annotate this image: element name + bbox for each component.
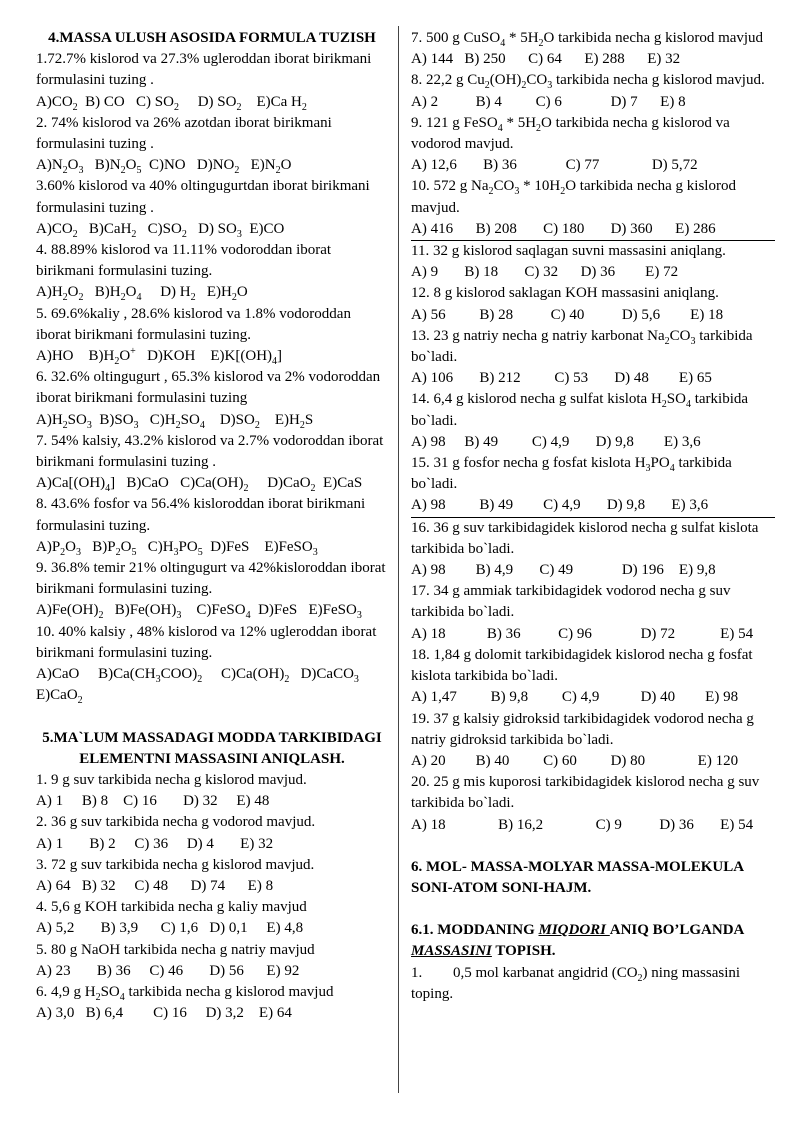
- text-run: A) 9 B) 18 C) 32 D) 36 E) 72: [411, 264, 679, 281]
- question-text: [411, 389, 775, 431]
- text-run: 9. 121 g FeSO: [411, 114, 498, 131]
- subscript: 3: [514, 186, 520, 198]
- answer-options: [411, 624, 775, 645]
- text-run: ) ning massasini toping.: [411, 964, 741, 1002]
- answer-options: [411, 815, 775, 836]
- text-run: O: [120, 538, 132, 555]
- text-run: tarkibida bo`ladi.: [411, 327, 753, 366]
- answer-options: [36, 876, 388, 897]
- text-run: O: [236, 284, 248, 301]
- last-question-text: [411, 965, 740, 1002]
- text-run: A) 20 B) 40 C) 60 D) 80 E) 120: [411, 752, 739, 769]
- question-text: [411, 113, 775, 155]
- text-run: A) 1 B) 8 C) 16 D) 32 E) 48: [36, 793, 270, 810]
- text-run: B)H: [83, 284, 121, 301]
- subscript: 3: [78, 165, 84, 177]
- text-run: E)H: [195, 284, 232, 301]
- subscript: 2: [488, 186, 494, 198]
- subscript: 3: [176, 610, 182, 622]
- subscript: 4: [136, 292, 142, 304]
- section-6-1-underline-1: MIQDORI: [538, 922, 610, 939]
- question-text: 18. 1,84 g dolomit tarkibidagidek kislorod necha g fosfat kislota tarkibida bo`ladi.: [411, 646, 753, 685]
- text-run: E)CO: [241, 220, 285, 237]
- text-run: * 10H: [519, 178, 561, 195]
- question-text: [411, 453, 775, 495]
- answer-options: [36, 219, 388, 240]
- text-run: 13. 23 g natriy necha g natriy karbonat Na: [411, 327, 665, 344]
- question-text: [411, 28, 775, 49]
- subscript: 3: [155, 674, 161, 686]
- answer-options: [411, 368, 775, 389]
- text-run: D)KOH E)K[(OH): [135, 348, 273, 365]
- text-run: PO: [650, 455, 670, 472]
- text-run: O: [125, 284, 137, 301]
- subscript: 2: [62, 165, 68, 177]
- section-4-title: 4.MASSA ULUSH ASOSIDA FORMULA TUZISH: [48, 30, 376, 46]
- text-run: 10. 572 g Na: [411, 178, 489, 195]
- subscript: 3: [133, 419, 139, 431]
- text-run: CO: [493, 178, 515, 195]
- subscript: 3: [76, 546, 82, 558]
- subscript: 2: [77, 695, 83, 707]
- last-question-number: 1.: [411, 964, 423, 981]
- text-run: CO: [526, 72, 548, 89]
- text-run: C)FeSO: [181, 602, 246, 619]
- text-run: O: [280, 157, 292, 174]
- answer-options: [411, 687, 775, 708]
- text-run: B)SO: [91, 411, 134, 428]
- subscript: 2: [661, 399, 667, 411]
- answer-options: [36, 1003, 388, 1024]
- subscript: 2: [243, 483, 249, 495]
- text-run: A) 3,0 B) 6,4 C) 16 D) 3,2 E) 64: [36, 1005, 292, 1022]
- answer-options-continued: [36, 685, 388, 706]
- subscript: 4: [105, 483, 111, 495]
- text-run: 14. 6,4 g kislorod necha g sulfat kislota H: [411, 391, 662, 408]
- answer-options: [411, 155, 775, 176]
- text-run: A) 18 B) 36 C) 96 D) 72 E) 54: [411, 625, 754, 642]
- text-run: O: [67, 284, 79, 301]
- subscript: 4: [669, 463, 675, 475]
- question-text: [411, 70, 775, 91]
- left-column: [36, 28, 388, 1024]
- subscript: 2: [62, 292, 68, 304]
- subscript: 4: [272, 356, 278, 368]
- subscript: 5: [197, 546, 203, 558]
- subscript: 2: [538, 38, 544, 49]
- text-run: E)N: [239, 157, 276, 174]
- subscript: 2: [115, 546, 121, 558]
- text-run: A) 106 B) 212 C) 53 D) 48 E) 65: [411, 370, 712, 387]
- question-text: [411, 326, 775, 368]
- question-text: 8. 43.6% fosfor va 56.4% kisloroddan iborat birikmani formulasini tuzing.: [36, 496, 366, 534]
- questions-11-15: [411, 241, 775, 518]
- text-run: tarkibida bo`ladi.: [411, 455, 732, 493]
- text-run: SO: [67, 411, 87, 428]
- answer-options: [411, 219, 775, 241]
- questions-7-10: [411, 28, 775, 241]
- question-text: 6. 32.6% oltingugurt , 65.3% kislorod va 2% vodoroddan iborat birikmani formulasini tuzing: [36, 369, 381, 407]
- text-run: E)Ca H: [241, 93, 302, 110]
- question-text: 19. 37 g kalsiy gidroksid tarkibidagidek vodorod necha g natriy gidroksid tarkibida bo`ladi.: [411, 710, 754, 748]
- subscript: 2: [254, 419, 260, 431]
- subscript: 3: [645, 463, 651, 475]
- subscript: 2: [131, 228, 137, 240]
- section-5-title: 5.MA`LUM MASSADAGI MODDA TARKIBIDAGI ELEMENTNI MASSASINI ANIQLASH.: [42, 729, 382, 767]
- subscript: 2: [175, 419, 181, 431]
- column-divider: [398, 26, 399, 1093]
- text-run: 8. 22,2 g Cu: [411, 72, 485, 89]
- text-run: O tarkibida necha g kislorod va vodorod mavjud.: [411, 114, 730, 153]
- text-run: C)H: [138, 411, 176, 428]
- subscript: 4: [685, 399, 691, 411]
- text-run: D) SO: [178, 93, 237, 110]
- text-run: * 5H: [505, 30, 539, 46]
- text-run: O: [125, 157, 137, 174]
- answer-options: [36, 346, 388, 367]
- text-run: O tarkibida necha g kislorod mavjud.: [411, 178, 736, 216]
- subscript: 3: [86, 419, 92, 431]
- text-run: C)NO D)NO: [141, 157, 235, 174]
- subscript: 2: [299, 419, 305, 431]
- subscript: 4: [500, 38, 506, 49]
- question-text: 16. 36 g suv tarkibidagidek kislorod necha g sulfat kislota tarkibida bo`ladi.: [411, 519, 759, 557]
- text-run: C)H: [136, 538, 174, 555]
- question-text: 7. 54% kalsiy, 43.2% kislorod va 2.7% vodoroddan iborat birikmani formulasini tuzing .: [36, 432, 384, 471]
- answer-options: [36, 918, 388, 939]
- text-run: E)CaO: [36, 687, 78, 704]
- subscript: 2: [197, 674, 203, 686]
- text-run: B)N: [83, 157, 121, 174]
- question-text: [36, 982, 388, 1003]
- answer-options: [36, 92, 388, 113]
- text-run: A)H: [36, 411, 63, 428]
- text-run: A) 64 B) 32 C) 48 D) 74 E) 8: [36, 877, 274, 894]
- answer-options: [36, 410, 388, 431]
- answer-options: [36, 473, 388, 494]
- text-run: A) 2 B) 4 C) 6 D) 7 E) 8: [411, 93, 686, 110]
- subscript: 2: [95, 991, 101, 1003]
- right-column: [411, 28, 775, 1005]
- text-run: A)CaO B)Ca(CH: [36, 666, 156, 683]
- text-run: 15. 31 g fosfor necha g fosfat kislota H: [411, 455, 646, 472]
- question-text: 20. 25 g mis kuporosi tarkibidagidek kislorod necha g suv tarkibida bo`ladi.: [411, 774, 760, 812]
- subscript: 2: [173, 101, 179, 113]
- text-run: D)CaO: [248, 475, 311, 492]
- question-text: 2. 36 g suv tarkibida necha g vodorod mavjud.: [36, 814, 316, 831]
- section-6-1-mid: ANIQ BO’LGANDA: [609, 922, 744, 939]
- subscript: 3: [312, 546, 318, 558]
- text-run: A) 98 B) 49 C) 4,9 D) 9,8 E) 3,6: [411, 497, 709, 514]
- questions-16-20: [411, 518, 775, 836]
- text-run: COO): [160, 666, 198, 683]
- answer-options: [411, 495, 775, 517]
- section-6-title: 6. MOL- MASSA-MOLYAR MASSA-MOLEKULA SONI-ATOM SONI-HAJM.: [411, 858, 744, 896]
- superscript: +: [130, 346, 136, 358]
- text-run: O: [119, 348, 131, 365]
- text-run: A) 1 B) 2 C) 36 D) 4 E) 32: [36, 835, 274, 852]
- text-run: 6. 4,9 g H: [36, 983, 96, 1000]
- text-run: O tarkibida necha g kislorod mavjud: [543, 30, 764, 46]
- subscript: 3: [353, 674, 359, 686]
- text-run: * 5H: [502, 114, 537, 131]
- answer-options: [36, 834, 388, 855]
- subscript: 2: [62, 419, 68, 431]
- text-run: A) 98 B) 4,9 C) 49 D) 196 E) 9,8: [411, 562, 716, 579]
- text-run: B)P: [81, 538, 116, 555]
- last-question: [411, 963, 775, 1005]
- text-run: D)FeS E)FeSO: [250, 602, 357, 619]
- text-run: A) 18 B) 16,2 C) 9 D) 36 E) 54: [411, 816, 754, 833]
- question-text: 1. 9 g suv tarkibida necha g kislorod mavjud.: [36, 771, 307, 788]
- text-run: 7. 500 g CuSO: [411, 30, 501, 46]
- subscript: 3: [173, 546, 179, 558]
- text-run: 0,5 mol karbanat angidrid (CO: [453, 964, 638, 981]
- subscript: 2: [560, 186, 566, 198]
- section-6-1-title: [411, 920, 775, 962]
- question-text: 17. 34 g ammiak tarkibidagidek vodorod necha g suv tarkibida bo`ladi.: [411, 583, 731, 621]
- text-run: O: [67, 157, 79, 174]
- text-run: A) 56 B) 28 C) 40 D) 5,6 E) 18: [411, 306, 724, 323]
- text-run: A)P: [36, 538, 61, 555]
- subscript: 2: [234, 165, 240, 177]
- question-text: 3. 72 g suv tarkibida necha g kislorod mavjud.: [36, 856, 315, 873]
- text-run: ]: [277, 348, 283, 365]
- subscript: 5: [136, 165, 142, 177]
- section-5-items: [36, 770, 388, 1024]
- answer-options: [411, 305, 775, 326]
- subscript: 2: [301, 101, 307, 113]
- text-run: A) 1,47 B) 9,8 C) 4,9 D) 40 E) 98: [411, 689, 739, 706]
- text-run: A) 416 B) 208 C) 180 D) 360 E) 286: [411, 220, 716, 237]
- subscript: 2: [310, 483, 316, 495]
- subscript: 2: [181, 228, 187, 240]
- subscript: 2: [521, 80, 527, 92]
- text-run: tarkibida bo`ladi.: [411, 391, 749, 429]
- text-run: D) SO: [186, 220, 237, 237]
- question-text: 5. 69.6%kaliy , 28.6% kislorod va 1.8% vodoroddan iborat birikmani formulasini tuzing.: [36, 305, 351, 343]
- subscript: 2: [664, 335, 670, 347]
- answer-options: [36, 961, 388, 982]
- text-run: A)H: [36, 284, 63, 301]
- text-run: B)Fe(OH): [103, 602, 177, 619]
- section-6-1-underline-2: MASSASINI: [411, 943, 492, 960]
- subscript: 5: [131, 546, 137, 558]
- text-run: A)HO B)H: [36, 348, 115, 365]
- text-run: B) CO C) SO: [77, 93, 174, 110]
- text-run: ] B)CaO C)Ca(OH): [110, 475, 244, 492]
- text-run: E)H: [259, 411, 300, 428]
- text-run: A) 12,6 B) 36 C) 77 D) 5,72: [411, 157, 698, 174]
- text-run: D)CaCO: [289, 666, 354, 683]
- answer-options: [36, 155, 388, 176]
- section-6-1-pre: 6.1. MODDANING: [411, 922, 539, 939]
- answer-options: [36, 282, 388, 303]
- text-run: SO: [666, 391, 686, 408]
- question-text: 2. 74% kislorod va 26% azotdan iborat birikmani formulasini tuzing .: [36, 114, 332, 153]
- subscript: 2: [98, 610, 104, 622]
- text-run: SO: [100, 983, 120, 1000]
- text-run: A) 98 B) 49 C) 4,9 D) 9,8 E) 3,6: [411, 433, 701, 450]
- question-text: 3.60% kislorod va 40% oltingugurtdan iborat birikmani formulasini tuzing .: [36, 178, 370, 216]
- answer-options: [36, 537, 388, 558]
- text-run: D) H: [141, 284, 191, 301]
- text-run: D)SO: [204, 411, 255, 428]
- subscript: 2: [275, 165, 281, 177]
- text-run: E)CaS: [315, 475, 363, 492]
- subscript: 2: [236, 101, 242, 113]
- question-text: 9. 36.8% temir 21% oltingugurt va 42%kisloroddan iborat birikmani formulasini tuzing.: [36, 560, 386, 598]
- subscript: 3: [690, 335, 696, 347]
- text-run: A)Ca[(OH): [36, 475, 106, 492]
- text-run: D)FeS E)FeSO: [202, 538, 313, 555]
- subscript: 4: [199, 419, 205, 431]
- subscript: 2: [190, 292, 196, 304]
- subscript: 4: [245, 610, 251, 622]
- text-run: (OH): [489, 72, 522, 89]
- question-text: 12. 8 g kislorod saklagan KOH massasini aniqlang.: [411, 285, 719, 302]
- question-text: 4. 88.89% kislorod va 11.11% vodoroddan iborat birikmani formulasini tuzing.: [36, 242, 332, 280]
- question-text: 1.72.7% kislorod va 27.3% ugleroddan iborat birikmani formulasini tuzing .: [36, 51, 372, 89]
- subscript: 2: [114, 356, 120, 368]
- answer-options: [411, 560, 775, 581]
- subscript: 4: [497, 122, 503, 134]
- text-run: A) 23 B) 36 C) 46 D) 56 E) 92: [36, 962, 300, 979]
- text-run: PO: [178, 538, 198, 555]
- question-text: 11. 32 g kislorod saqlagan suvni massasini aniqlang.: [411, 243, 726, 260]
- text-run: A)N: [36, 157, 63, 174]
- text-run: A) 144 B) 250 C) 64 E) 288 E) 32: [411, 51, 681, 68]
- subscript: 2: [231, 292, 237, 304]
- subscript: 2: [284, 674, 290, 686]
- text-run: tarkibida necha g kislorod mavjud: [124, 983, 334, 1000]
- text-run: CO: [669, 327, 691, 344]
- question-text: [411, 176, 775, 218]
- answer-options: [411, 262, 775, 283]
- question-text: 4. 5,6 g KOH tarkibida necha g kaliy mavjud: [36, 899, 307, 916]
- text-run: C)SO: [136, 220, 182, 237]
- subscript: 2: [120, 165, 126, 177]
- answer-options: [411, 751, 775, 772]
- subscript: 3: [547, 80, 553, 92]
- subscript: 2: [60, 546, 66, 558]
- text-run: A)CO: [36, 93, 73, 110]
- text-run: C)Ca(OH): [202, 666, 285, 683]
- section-4-items: [36, 49, 388, 706]
- subscript: 2: [484, 80, 490, 92]
- answer-options: [36, 791, 388, 812]
- answer-options: [411, 49, 775, 70]
- subscript: 2: [536, 122, 542, 134]
- text-run: SO: [180, 411, 200, 428]
- text-run: tarkibida necha g kislorod mavjud.: [552, 72, 765, 89]
- subscript: 2: [78, 292, 84, 304]
- text-run: O: [65, 538, 77, 555]
- answer-options: [36, 664, 388, 685]
- section-6-1-post: TOPISH.: [491, 943, 556, 960]
- subscript: 3: [356, 610, 362, 622]
- answer-options: [36, 600, 388, 621]
- text-run: S: [304, 411, 314, 428]
- question-text: 5. 80 g NaOH tarkibida necha g natriy mavjud: [36, 941, 315, 958]
- subscript: 2: [72, 228, 78, 240]
- subscript: 2: [120, 292, 126, 304]
- subscript: 2: [637, 972, 643, 984]
- answer-options: [411, 432, 775, 453]
- text-run: A)Fe(OH): [36, 602, 99, 619]
- question-text: 10. 40% kalsiy , 48% kislorod va 12% ugleroddan iborat birikmani formulasini tuzing.: [36, 623, 377, 661]
- answer-options: [411, 92, 775, 113]
- text-run: A)CO: [36, 220, 73, 237]
- text-run: A) 5,2 B) 3,9 C) 1,6 D) 0,1 E) 4,8: [36, 920, 304, 937]
- text-run: B)CaH: [77, 220, 132, 237]
- subscript: 4: [119, 991, 125, 1003]
- subscript: 3: [236, 228, 242, 240]
- subscript: 2: [72, 101, 78, 113]
